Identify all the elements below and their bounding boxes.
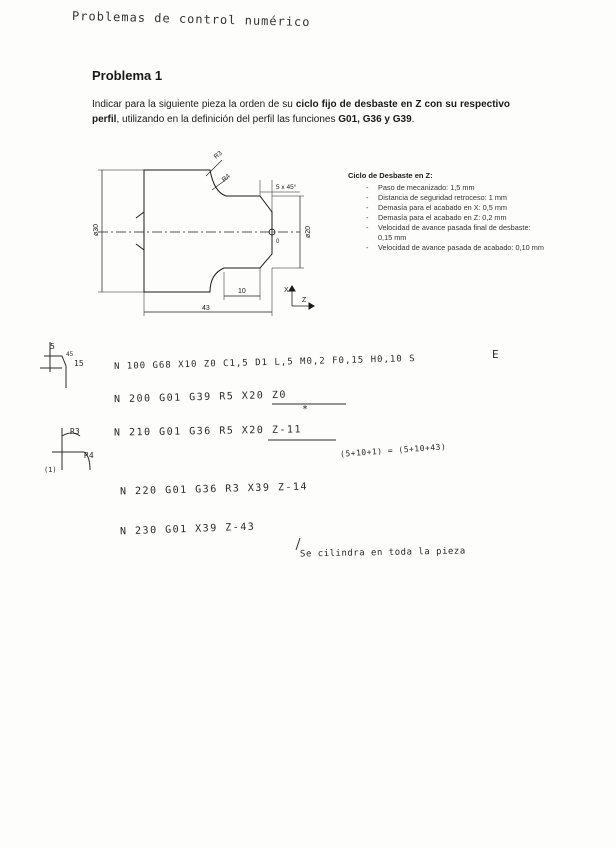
code-line-2: N 200 G01 G39 R5 X20 Z0	[113, 389, 288, 406]
cycle-item: - Demasía para el acabado en Z: 0,2 mm	[366, 213, 546, 223]
handwritten-header-note: Problemas de control numérico	[71, 8, 311, 30]
sketch2-label-r4: R4	[84, 451, 94, 460]
small-diameter-label: ø20	[305, 225, 312, 238]
code-line-1: N 100 G68 X10 Z0 C1,5 D1 L,5 M0,2 F0,15 H0,10 S	[113, 354, 416, 372]
chamfer-label: 5 x 45°	[276, 184, 297, 191]
sketch1-label-5: 5	[50, 342, 55, 351]
cycle-item: - Velocidad de avance pasada de acabado: 0,10 mm	[366, 243, 546, 253]
statement-prefix: Indicar para la siguiente pieza la orden de su	[92, 99, 296, 110]
statement-bold: ciclo fijo de desbaste en Z con su respectivo perfil	[92, 99, 510, 125]
radius-4-label: R4	[220, 172, 232, 184]
sketch1-label-45: 45	[66, 351, 74, 358]
code-line-3-note: (5+10+1) = (5+10+43)	[339, 442, 447, 459]
statement-end: .	[411, 114, 415, 125]
code-line-1-suffix: E	[492, 348, 499, 361]
cycle-title: Ciclo de Desbaste en Z:	[348, 171, 433, 180]
z-axis-label: Z	[302, 297, 307, 304]
statement-suffix: , utilizando en la definición del perfil las funciones	[116, 114, 339, 125]
code-line-5-note: Se cilindra en toda la pieza	[299, 546, 466, 560]
cycle-item: - Paso de mecanizado: 1,5 mm	[366, 183, 546, 193]
origin-label: 0	[276, 239, 280, 245]
cycle-item: - Velocidad de avance pasada final de desbaste: 0,15 mm	[366, 223, 546, 243]
radius-3-label: R3	[212, 149, 224, 161]
sketch2-label-r3: R3	[70, 427, 80, 436]
length-10-label: 10	[238, 288, 246, 295]
statement-functions: G01, G36 y G39	[338, 114, 412, 125]
code-line-4: N 220 G01 G36 R3 X39 Z-14	[119, 481, 309, 498]
code-line-3: N 210 G01 G36 R5 X20 Z-11	[113, 424, 303, 439]
code-line-2-mark: *	[302, 404, 309, 415]
code-line-5: N 230 G01 X39 Z-43	[119, 521, 256, 538]
sketch2-label-1: (1)	[44, 466, 57, 474]
note-arrow	[296, 538, 300, 550]
cycle-item: - Distancia de seguridad retroceso: 1 mm	[366, 193, 546, 203]
cycle-item: - Demasía para el acabado en X: 0,5 mm	[366, 203, 546, 213]
length-43-label: 43	[202, 305, 210, 312]
x-axis-label: X	[284, 287, 289, 294]
problem-title: Problema 1	[92, 68, 163, 83]
sketch1-label-15: 15	[74, 359, 84, 368]
big-diameter-label: ø30	[93, 223, 100, 236]
